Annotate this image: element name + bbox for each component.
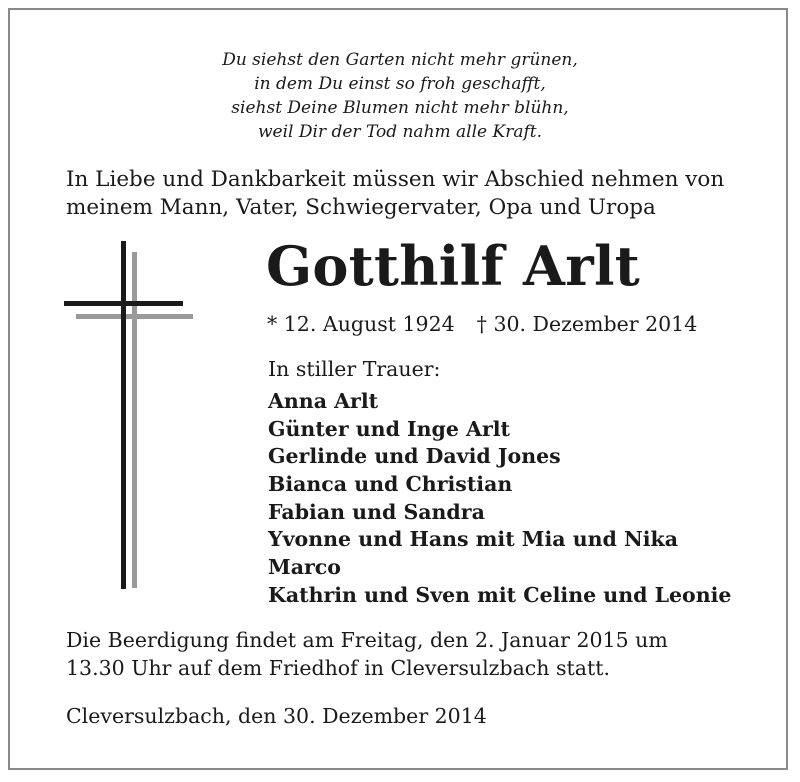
mourner-entry: Anna Arlt [268, 389, 379, 413]
birth-date: * 12. August 1924 [267, 312, 455, 336]
mourner-entry: Bianca und Christian [268, 472, 513, 497]
mourner-entry: Günter und Inge Arlt [268, 416, 511, 441]
mourners-list [268, 388, 731, 610]
cross-vertical [121, 241, 126, 589]
intro-line: meinem Mann, Vater, Schwiegervater, Opa und Uropa [66, 195, 656, 220]
poem-line: siehst Deine Blumen nicht mehr blühn, [231, 98, 569, 118]
funeral-line: Die Beerdigung findet am Freitag, den 2. Januar 2015 um [66, 628, 668, 652]
poem-line: in dem Du einst so froh geschafft, [254, 74, 546, 94]
mourning-label: In stiller Trauer: [268, 357, 441, 381]
mourner-entry: Kathrin und Sven mit Celine und Leonie [268, 582, 732, 607]
poem-line: Du siehst den Garten nicht mehr grünen, [222, 50, 578, 70]
intro-text [66, 166, 724, 222]
funeral-line: 13.30 Uhr auf dem Friedhof in Cleversulzbach statt. [66, 656, 610, 680]
funeral-info [66, 626, 668, 682]
cross-icon [60, 238, 200, 598]
poem [0, 48, 800, 144]
intro-line: In Liebe und Dankbarkeit müssen wir Abschied nehmen von [66, 167, 725, 192]
cross-horizontal [64, 301, 183, 306]
poem-line: weil Dir der Tod nahm alle Kraft. [257, 122, 543, 142]
mourner-entry: Fabian und Sandra [268, 499, 485, 524]
cross-shadow-horizontal [76, 314, 193, 319]
mourner-entry: Gerlinde und David Jones [268, 444, 561, 469]
deceased-name: Gotthilf Arlt [266, 234, 641, 298]
mourner-entry: Marco [268, 555, 341, 580]
place-and-date: Cleversulzbach, den 30. Dezember 2014 [66, 704, 487, 728]
death-date: † 30. Dezember 2014 [476, 312, 698, 336]
life-dates [267, 310, 697, 338]
mourner-entry: Yvonne und Hans mit Mia und Nika [268, 527, 678, 552]
